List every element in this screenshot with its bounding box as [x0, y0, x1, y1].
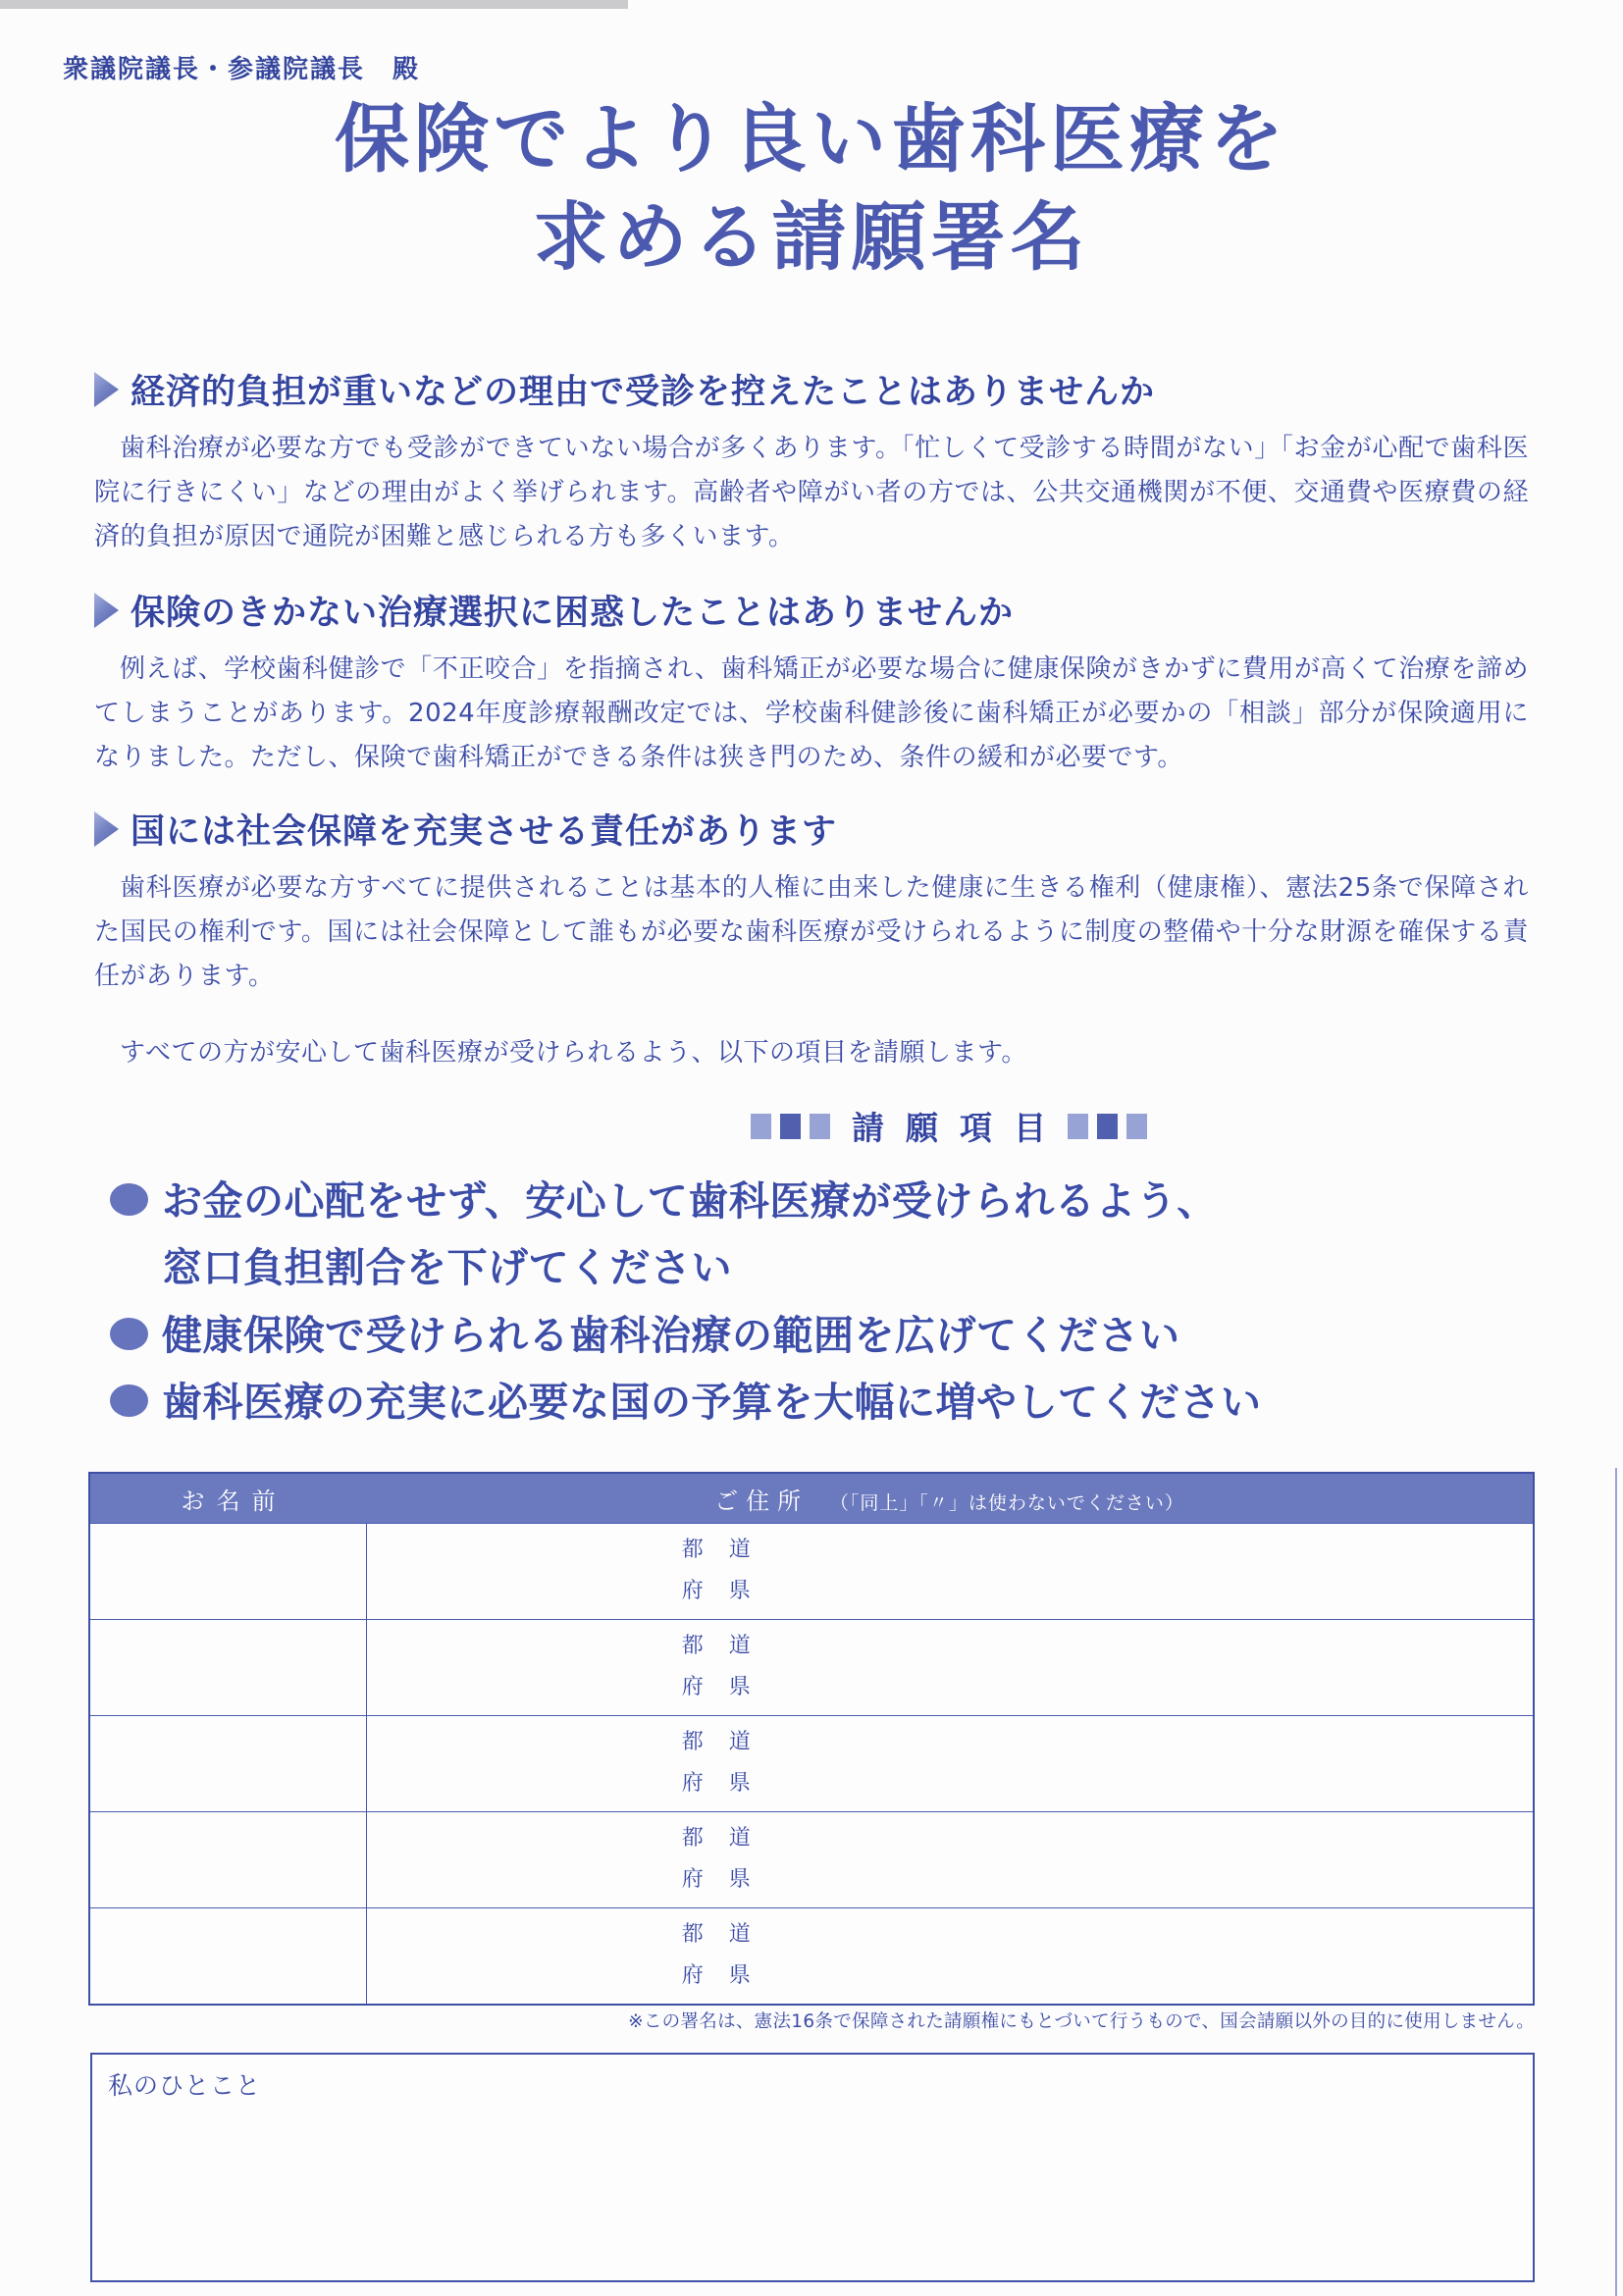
column-header-address-note: （「同上」「〃」は使わないでください） — [829, 1491, 1184, 1514]
petition-item-text — [162, 1369, 1262, 1435]
decor-squares-right — [1068, 1114, 1147, 1139]
section-uninsured-treatment — [94, 586, 1529, 780]
section-economic-burden — [94, 365, 1529, 559]
signature-table — [88, 1472, 1535, 2006]
address-input-cell[interactable] — [367, 1524, 1533, 1619]
name-input-cell[interactable] — [90, 1620, 367, 1715]
decor-squares-left — [751, 1114, 830, 1139]
square-icon — [1126, 1114, 1147, 1139]
prefecture-label-top: 都 道 — [681, 1729, 753, 1754]
table-header-row — [90, 1474, 1533, 1523]
page-title-line2: 求める請願署名 — [533, 193, 1090, 282]
column-header-name: お名前 — [181, 1487, 288, 1515]
square-icon — [1068, 1114, 1088, 1139]
petition-item-text — [162, 1168, 1218, 1302]
comment-box[interactable] — [90, 2053, 1535, 2282]
triangle-arrow-icon — [94, 372, 119, 407]
signature-row-1 — [90, 1523, 1533, 1619]
petition-item-text — [162, 1302, 1180, 1369]
prefecture-label-bottom: 府 県 — [681, 1579, 753, 1604]
signature-row-4 — [90, 1811, 1533, 1907]
signature-row-2 — [90, 1619, 1533, 1715]
bullet-circle-icon — [110, 1318, 148, 1350]
signature-row-3 — [90, 1715, 1533, 1811]
address-input-cell[interactable] — [367, 1812, 1533, 1907]
address-input-cell[interactable] — [367, 1908, 1533, 2004]
petition-item-1 — [110, 1168, 1543, 1302]
prefecture-label-bottom: 府 県 — [681, 1867, 753, 1893]
petition-item-2 — [110, 1302, 1543, 1369]
address-input-cell[interactable] — [367, 1716, 1533, 1811]
legal-footnote: ※この署名は、憲法16条で保障された請願権にもとづいて行うもので、国会請願以外の目的に使用しません。 — [628, 2011, 1535, 2032]
prefecture-label-bottom: 府 県 — [681, 1771, 753, 1797]
prefecture-label-top: 都 道 — [681, 1633, 753, 1658]
square-icon — [1097, 1114, 1118, 1139]
prefecture-label-bottom: 府 県 — [681, 1675, 753, 1700]
square-icon — [751, 1114, 771, 1139]
name-input-cell[interactable] — [90, 1716, 367, 1811]
square-icon — [780, 1114, 801, 1139]
bullet-circle-icon — [110, 1183, 148, 1216]
petition-items-list — [110, 1168, 1543, 1436]
petition-items-header — [751, 1103, 1147, 1149]
section-body: 例えば、学校歯科健診で「不正咬合」を指摘され、歯科矯正が必要な場合に健康保険がきかずに費用が高くて治療を諦めてしまうことがあります。2024年度診療報酬改定では、学校歯科健診後に歯科矯正が必要かの「相談」部分が保険適用になりました。ただし、保険で歯科矯正ができる条件は狭き門のため、条件の緩和が必要です。 — [94, 654, 1529, 772]
scan-artifact-top — [0, 0, 628, 9]
triangle-arrow-icon — [94, 593, 119, 628]
petition-item-line: 歯科医療の充実に必要な国の予算を大幅に増やしてください — [162, 1379, 1262, 1427]
prefecture-label — [682, 1626, 753, 1710]
signature-row-5 — [90, 1907, 1533, 2004]
section-heading: 保険のきかない治療選択に困惑したことはありませんか — [131, 594, 1015, 633]
section-heading-row — [94, 365, 1529, 414]
petition-item-3 — [110, 1369, 1543, 1435]
name-input-cell[interactable] — [90, 1812, 367, 1907]
recipient-line: 衆議院議長・参議院議長 殿 — [63, 55, 421, 84]
comment-box-label: 私のひとこと — [108, 2071, 262, 2100]
triangle-arrow-icon — [94, 811, 119, 847]
section-state-responsibility — [94, 805, 1529, 999]
petition-item-line: お金の心配をせず、安心して歯科医療が受けられるよう、 — [162, 1177, 1218, 1225]
prefecture-label — [682, 1722, 753, 1806]
prefecture-label-top: 都 道 — [681, 1921, 753, 1947]
section-heading: 経済的負担が重いなどの理由で受診を控えたことはありませんか — [131, 373, 1156, 412]
section-heading: 国には社会保障を充実させる責任があります — [131, 812, 838, 852]
petition-item-line: 窓口負担割合を下げてください — [162, 1244, 732, 1292]
column-header-address — [366, 1482, 1533, 1516]
prefecture-label — [682, 1818, 753, 1903]
prefecture-label — [682, 1530, 753, 1614]
petition-item-line: 健康保険で受けられる歯科治療の範囲を広げてください — [162, 1311, 1180, 1359]
section-body: 歯科治療が必要な方でも受診ができていない場合が多くあります。「忙しくて受診する時間がない」「お金が心配で歯科医院に行きにくい」などの理由がよく挙げられます。高齢者や障がい者の方では、公共交通機関が不便、交通費や医療費の経済的負担が原因で通院が困難と感じられる方も多くいます。 — [94, 434, 1529, 551]
page-title — [0, 90, 1623, 287]
square-icon — [810, 1114, 830, 1139]
page-title-line1: 保険でより良い歯科医療を — [335, 95, 1288, 183]
section-heading-row — [94, 586, 1529, 635]
prefecture-label-top: 都 道 — [681, 1825, 753, 1851]
bullet-circle-icon — [110, 1384, 148, 1417]
prefecture-label-top: 都 道 — [681, 1537, 753, 1562]
section-heading-row — [94, 805, 1529, 854]
column-header-address-label: ご住所 — [714, 1487, 810, 1515]
name-input-cell[interactable] — [90, 1524, 367, 1619]
petition-items-title: 請願項目 — [852, 1109, 1068, 1147]
address-input-cell[interactable] — [367, 1620, 1533, 1715]
name-input-cell[interactable] — [90, 1908, 367, 2004]
lead-sentence: すべての方が安心して歯科医療が受けられるよう、以下の項目を請願します。 — [120, 1038, 1027, 1068]
scan-artifact-right — [1615, 1468, 1617, 2296]
prefecture-label-bottom: 府 県 — [681, 1963, 753, 1989]
section-body: 歯科医療が必要な方すべてに提供されることは基本的人権に由来した健康に生きる権利（健康権）、憲法25条で保障された国民の権利です。国には社会保障として誰もが必要な歯科医療が受けられるように制度の整備や十分な財源を確保する責任があります。 — [94, 873, 1529, 991]
prefecture-label — [682, 1914, 753, 1999]
